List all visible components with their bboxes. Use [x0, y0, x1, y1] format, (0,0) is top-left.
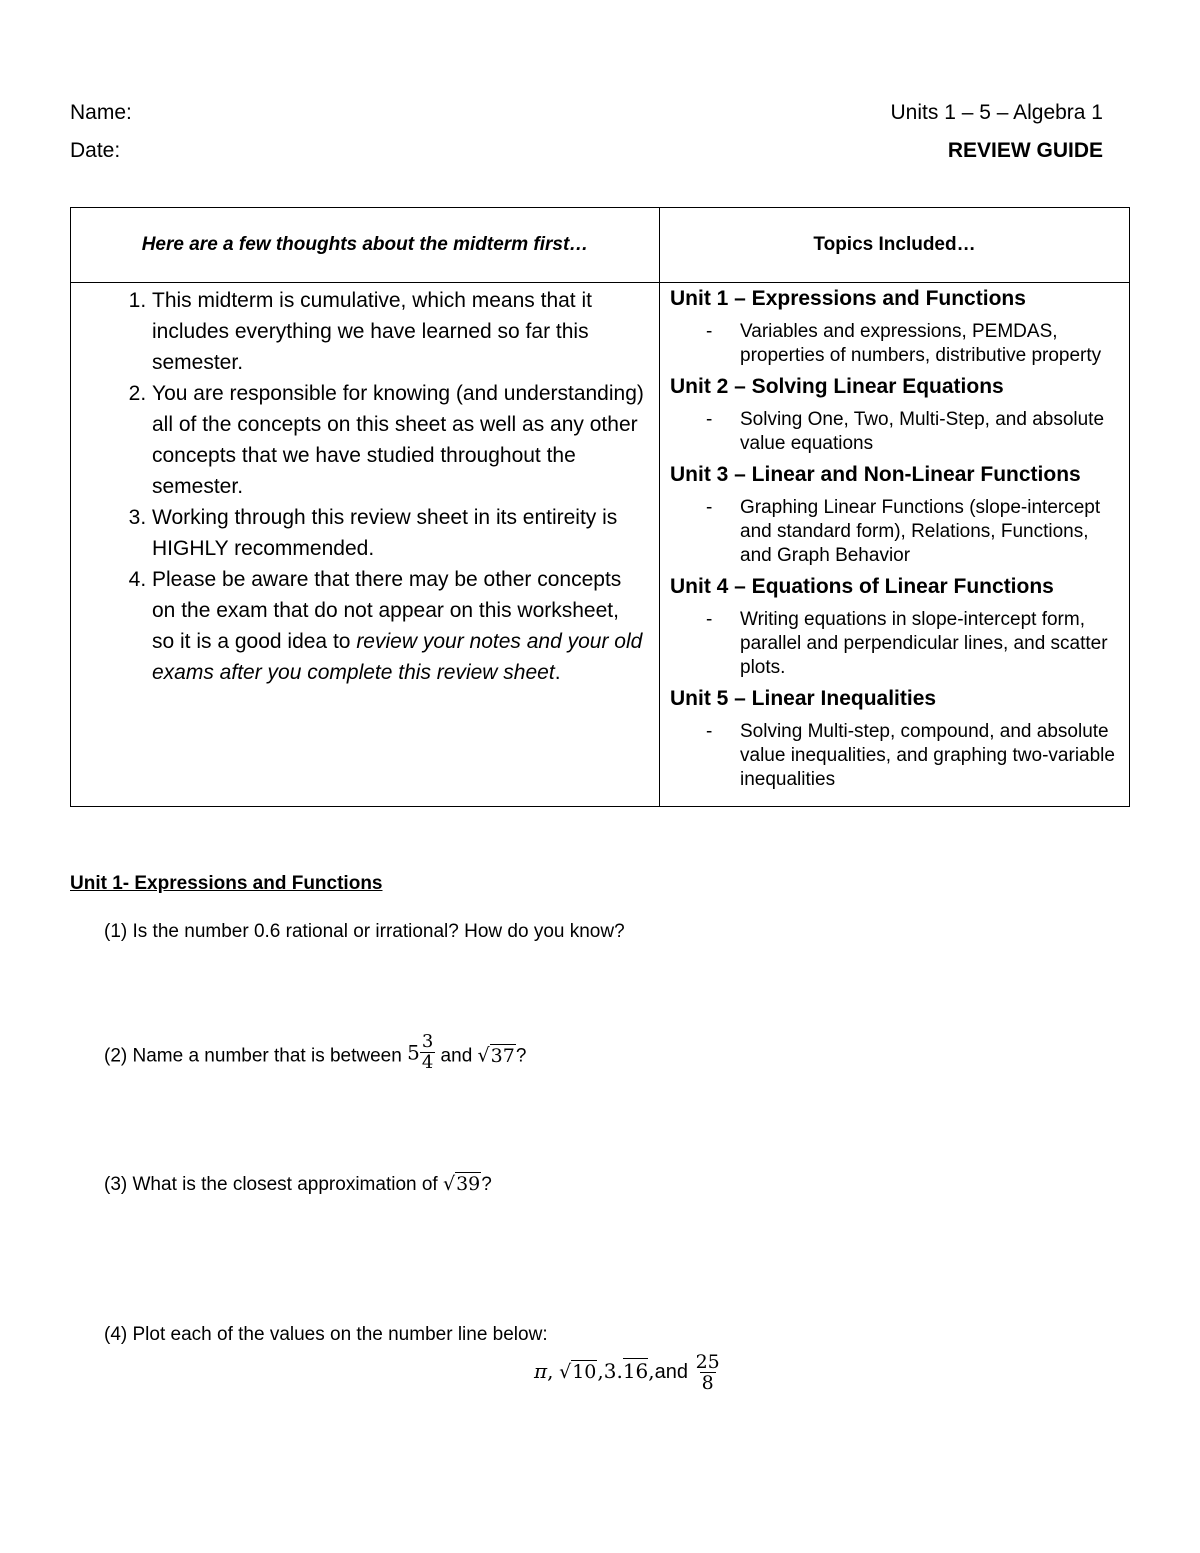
dash-bullet: -	[706, 609, 713, 630]
fraction	[694, 1352, 722, 1393]
thought-4-text: Please be aware that there may be other concepts on the exam that do not appear on this worksheet, so it is a good idea to	[152, 568, 622, 653]
date-label: Date:	[70, 139, 121, 162]
comma: ,	[648, 1358, 655, 1383]
fraction-numerator: 25	[695, 1351, 720, 1373]
thought-item-2: 2. You are responsible for knowing (and understanding) all of the concepts on this sheet as well as any other concepts that we have studied throughout the semester.	[152, 378, 645, 502]
question-2-end: ?	[515, 1045, 527, 1067]
question-2	[104, 1031, 527, 1077]
repeating-decimal-int: 3.	[603, 1358, 623, 1383]
section-title: Unit 1- Expressions and Functions	[70, 873, 383, 894]
question-2-and: and	[435, 1045, 478, 1067]
question-4: (4) Plot each of the values on the number line below:	[104, 1324, 548, 1345]
dash-bullet: -	[706, 497, 713, 518]
question-1: (1) Is the number 0.6 rational or irrational? How do you know?	[104, 921, 625, 942]
question-3-end: ?	[481, 1174, 492, 1195]
and-word: and	[654, 1360, 689, 1383]
fraction	[420, 1032, 435, 1073]
square-root: √37	[477, 1044, 515, 1067]
unit-2-title: Unit 2 – Solving Linear Equations	[670, 375, 1004, 398]
unit-1-desc	[670, 320, 1129, 368]
topics-header: Topics Included…	[660, 208, 1130, 283]
mixed-number	[407, 1032, 435, 1073]
thought-4-italic: review your notes and your old exams after you complete this review sheet	[152, 630, 643, 684]
thought-item-1: 1. This midterm is cumulative, which means that it includes everything we have learned so far this semester.	[152, 285, 645, 378]
dash-bullet: -	[706, 321, 713, 342]
thought-item-4	[152, 564, 645, 688]
radicand: 39	[456, 1173, 481, 1195]
unit-3-desc-text: Graphing Linear Functions (slope-intercept and standard form), Relations, Functions, and Graph Behavior	[740, 497, 1101, 566]
unit-3-desc	[670, 496, 1129, 568]
square-root: √10	[559, 1360, 597, 1383]
overview-table	[70, 207, 1130, 807]
comma: ,	[597, 1358, 604, 1383]
unit-3-title: Unit 3 – Linear and Non-Linear Functions	[670, 463, 1081, 486]
unit-5-title: Unit 5 – Linear Inequalities	[670, 687, 937, 710]
units-title: Units 1 – 5 – Algebra 1	[890, 101, 1103, 124]
radicand: 10	[572, 1360, 597, 1383]
unit-2-desc	[670, 408, 1129, 456]
pi-symbol: π	[534, 1358, 548, 1383]
unit-4-desc	[670, 608, 1129, 680]
fraction-denominator: 8	[701, 1372, 714, 1394]
unit-4-desc-text: Writing equations in slope-intercept form, parallel and perpendicular lines, and scatter plots.	[740, 609, 1108, 678]
question-3	[104, 1173, 492, 1196]
question-2-text: (2) Name a number that is between	[104, 1045, 408, 1067]
radicand: 37	[490, 1044, 515, 1067]
topics-cell	[660, 283, 1130, 807]
thoughts-cell	[71, 283, 660, 807]
fraction-numerator: 3	[421, 1031, 434, 1052]
thought-4-end: .	[554, 661, 561, 684]
thought-item-3: 3. Working through this review sheet in its entireity is HIGHLY recommended.	[152, 502, 645, 564]
unit-5-desc-text: Solving Multi-step, compound, and absolute value inequalities, and graphing two-variable inequalities	[740, 721, 1115, 790]
name-label: Name:	[70, 101, 132, 124]
values-to-plot	[534, 1352, 722, 1393]
thoughts-list	[71, 285, 659, 688]
mixed-whole: 5	[407, 1040, 420, 1065]
repeating-decimal-bar: 16	[622, 1358, 649, 1383]
unit-1-title: Unit 1 – Expressions and Functions	[670, 287, 1026, 310]
dash-bullet: -	[706, 721, 713, 742]
dash-bullet: -	[706, 409, 713, 430]
question-3-text: (3) What is the closest approximation of	[104, 1174, 443, 1195]
unit-1-desc-text: Variables and expressions, PEMDAS, properties of numbers, distributive property	[740, 321, 1102, 366]
table-header-row	[71, 208, 1130, 283]
table-body-row	[71, 283, 1130, 807]
unit-5-desc	[670, 720, 1129, 792]
comma: ,	[547, 1358, 554, 1383]
unit-2-desc-text: Solving One, Two, Multi-Step, and absolute value equations	[740, 409, 1105, 454]
square-root: √39	[442, 1173, 481, 1195]
thoughts-header: Here are a few thoughts about the midterm first…	[71, 208, 660, 283]
fraction-denominator: 4	[421, 1052, 434, 1073]
review-guide-title: REVIEW GUIDE	[947, 139, 1103, 162]
unit-4-title: Unit 4 – Equations of Linear Functions	[670, 575, 1054, 598]
